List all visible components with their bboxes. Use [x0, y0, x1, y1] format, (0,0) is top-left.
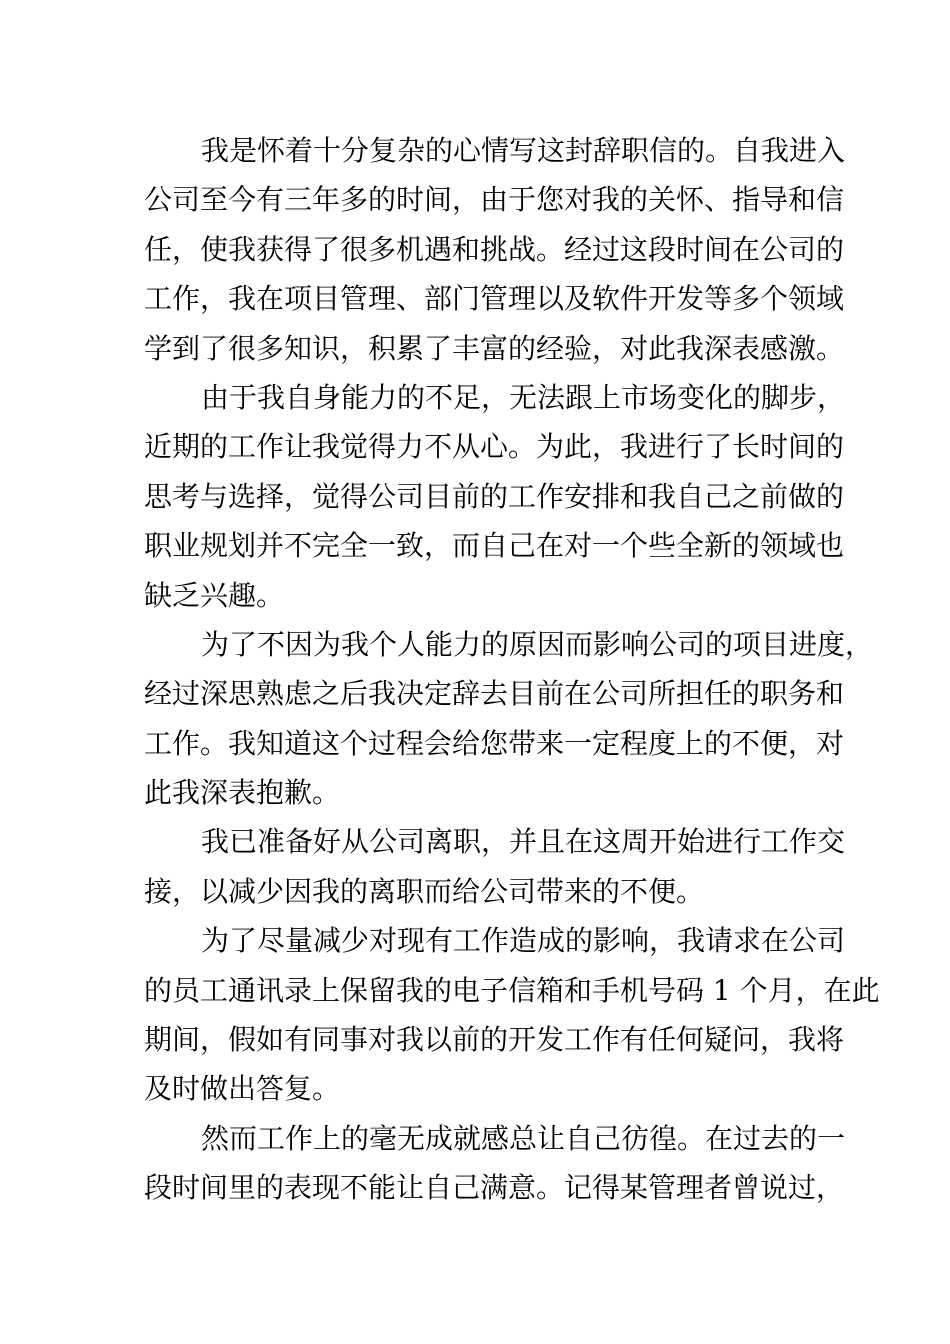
letter-body	[144, 126, 880, 1213]
text-line: 工作。我知道这个过程会给您带来一定程度上的不便，对	[144, 726, 845, 760]
text-line: 为了不因为我个人能力的原因而影响公司的项目进度，	[201, 627, 874, 661]
text-line: 缺乏兴趣。	[144, 578, 285, 612]
paragraph-4	[144, 817, 846, 916]
text-line: 由于我自身能力的不足，无法跟上市场变化的脚步，	[201, 380, 846, 414]
text-line: 为了尽量减少对现有工作造成的影响，我请求在公司	[201, 924, 846, 958]
text-line: 接，以减少因我的离职而给公司带来的不便。	[144, 874, 705, 908]
text-line: 然而工作上的毫无成就感总让自己彷徨。在过去的一	[201, 1121, 846, 1155]
text-line: 的员工通讯录上保留我的电子信箱和手机号码 1 个月，在此	[144, 973, 880, 1007]
text-line: 公司至今有三年多的时间，由于您对我的关怀、指导和信	[144, 183, 845, 217]
text-line: 经过深思熟虑之后我决定辞去目前在公司所担任的职务和	[144, 677, 845, 711]
text-line: 学到了很多知识，积累了丰富的经验，对此我深表感激。	[144, 331, 845, 365]
paragraph-5	[144, 916, 880, 1114]
text-line: 思考与选择，觉得公司目前的工作安排和我自己之前做的	[144, 479, 845, 513]
text-line: 近期的工作让我觉得力不从心。为此，我进行了长时间的	[144, 430, 845, 464]
text-line: 及时做出答复。	[144, 1072, 341, 1106]
text-line: 期间，假如有同事对我以前的开发工作有任何疑问，我将	[144, 1023, 845, 1057]
paragraph-3	[144, 620, 874, 818]
text-line: 此我深表抱歉。	[144, 776, 341, 810]
text-line: 段时间里的表现不能让自己满意。记得某管理者曾说过，	[144, 1171, 845, 1205]
text-line: 我是怀着十分复杂的心情写这封辞职信的。自我进入	[201, 134, 846, 167]
text-line: 我已准备好从公司离职，并且在这周开始进行工作交	[201, 825, 846, 859]
paragraph-1	[144, 126, 846, 373]
paragraph-2	[144, 373, 846, 620]
text-line: 工作，我在项目管理、部门管理以及软件开发等多个领域	[144, 282, 845, 316]
text-line: 任，使我获得了很多机遇和挑战。经过这段时间在公司的	[144, 232, 845, 266]
paragraph-6	[144, 1114, 846, 1213]
text-line: 职业规划并不完全一致，而自己在对一个些全新的领域也	[144, 529, 845, 563]
